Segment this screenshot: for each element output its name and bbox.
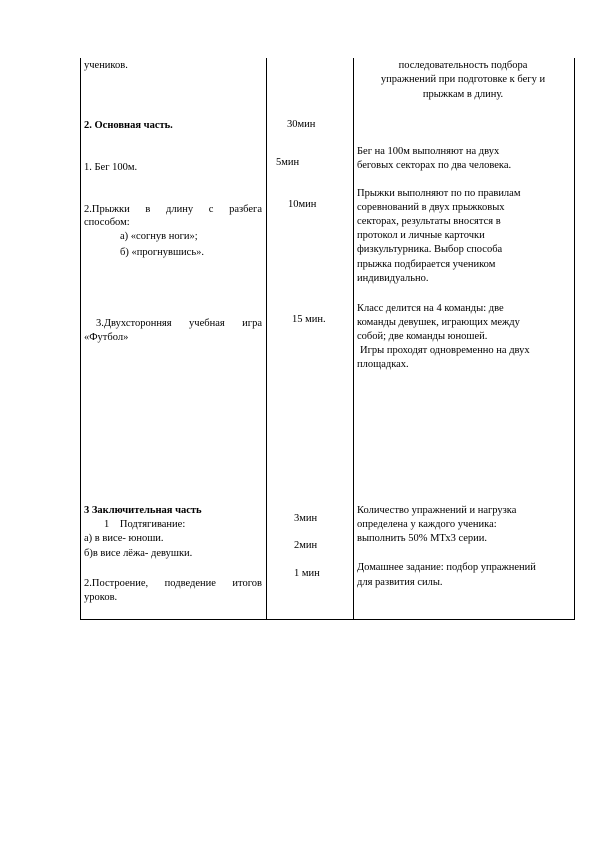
jump-note-line7: индивидуально. [357,273,429,284]
final-note-line1: Количество упражнений и нагрузка [357,505,517,516]
jump-note-line6: прыжка подбирается учеником [357,259,496,270]
intro-note-line3: прыжкам в длину. [422,89,504,100]
time-final: 3мин [294,513,318,524]
table-border-bottom [80,619,575,620]
closing-line2: уроков. [84,592,118,603]
time-pullups: 2мин [294,540,318,551]
game-note-line3: собой; две команды юношей. [357,331,488,342]
table-border-col2 [266,58,267,620]
game-item-line1: 3.Двухсторонняя учебная игра [96,318,262,329]
final-note-line2: определена у каждого ученика: [357,519,497,530]
game-note-line4: Игры проходят одновременно на двух [360,345,530,356]
game-item-line2: «Футбол» [84,332,129,343]
main-part-heading: 2. Основная часть. [84,120,173,131]
intro-note-line1: последовательность подбора [398,60,528,71]
pullups-line2: а) в висе- юноши. [84,533,164,544]
table-border-col3 [353,58,354,620]
closing-line1: 2.Построение, подведение итогов [84,578,262,589]
intro-end-text: учеников. [84,60,128,71]
jump-note-line1: Прыжки выполняют по по правилам [357,188,521,199]
time-game: 15 мин. [292,314,326,325]
jump-item-line2: способом: [84,217,130,228]
time-jump: 10мин [288,199,317,210]
jump-item-option-b: б) «прогнувшись». [120,247,204,258]
time-closing: 1 мин [294,568,320,579]
intro-note-line2: упражнений при подготовке к бегу и [380,74,546,85]
pullups-line1: 1 Подтягивание: [104,519,186,530]
jump-item-option-a: а) «согнув ноги»; [120,231,198,242]
homework-line1: Домашнее задание: подбор упражнений [357,562,536,573]
table-border-right [574,58,575,620]
time-main: 30мин [287,119,316,130]
jump-note-line4: протокол и личные карточки [357,230,485,241]
table-border-left [80,58,81,620]
time-run: 5мин [276,157,300,168]
jump-note-line2: соревнований в двух прыжковых [357,202,505,213]
jump-note-line5: физкультурника. Выбор способа [357,244,503,255]
run-note-line2: беговых секторах по два человека. [357,160,512,171]
game-note-line2: команды девушек, играющих между [357,317,520,328]
jump-note-line3: секторах, результаты вносятся в [357,216,501,227]
final-part-heading: 3 Заключительная часть [84,505,202,516]
homework-line2: для развития силы. [357,577,443,588]
run-item: 1. Бег 100м. [84,162,138,173]
run-note-line1: Бег на 100м выполняют на двух [357,146,500,157]
jump-item-line1: 2.Прыжки в длину с разбега [84,204,262,215]
game-note-line5: площадках. [357,359,409,370]
pullups-line3: б)в висе лёжа- девушки. [84,548,193,559]
game-note-line1: Класс делится на 4 команды: две [357,303,504,314]
final-note-line3: выполнить 50% МТх3 серии. [357,533,488,544]
